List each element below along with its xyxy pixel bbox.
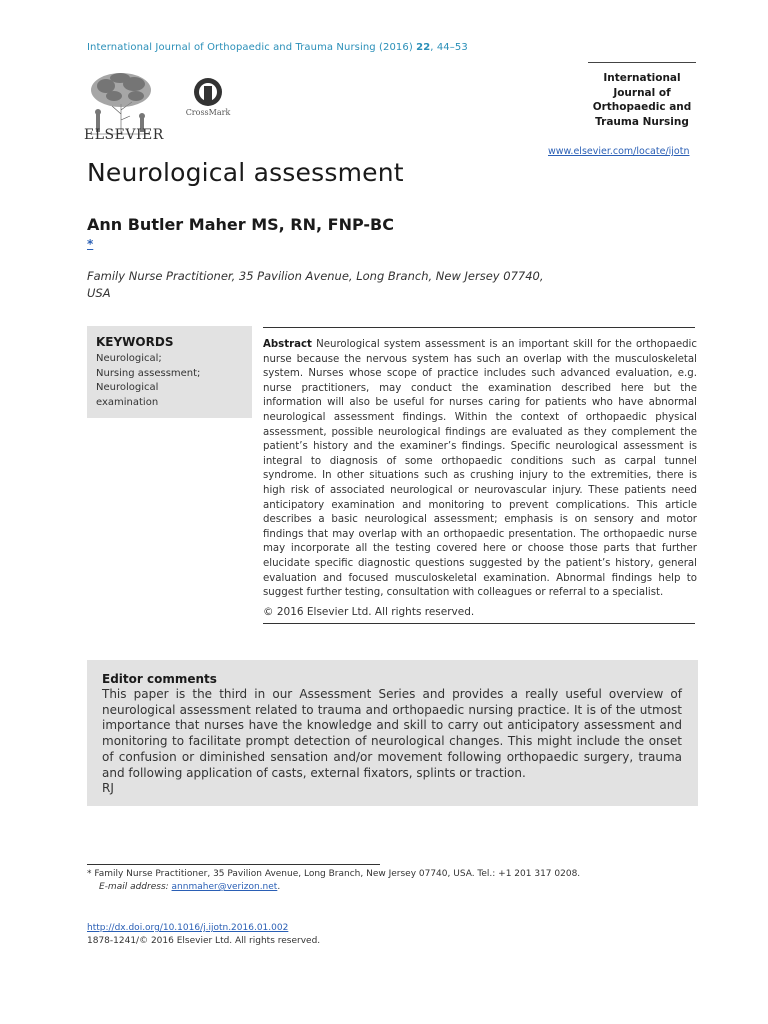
keyword-item: Nursing assessment; <box>96 367 201 379</box>
keywords-box <box>87 326 252 418</box>
abstract-copyright: © 2016 Elsevier Ltd. All rights reserved. <box>263 606 475 618</box>
abstract <box>263 338 697 601</box>
author-affiliation: Family Nurse Practitioner, 35 Pavilion Avenue, Long Branch, New Jersey 07740, USA <box>87 269 544 300</box>
publisher-name: ELSEVIER <box>84 127 164 143</box>
editor-signature: RJ <box>102 781 114 796</box>
author-footnote-link[interactable]: * <box>87 237 94 251</box>
article-author: Ann Butler Maher MS, RN, FNP-BC <box>87 215 394 234</box>
footnote-text: * Family Nurse Practitioner, 35 Pavilion Avenue, Long Branch, New Jersey 07740, USA. Tel.: +1 201 317 0208. <box>87 869 581 879</box>
citation-volume: 22 <box>416 42 431 53</box>
article-title: Neurological assessment <box>87 158 404 187</box>
keywords-heading: KEYWORDS <box>96 335 174 349</box>
keyword-item: Neurological examination <box>96 382 159 408</box>
editor-comments-heading: Editor comments <box>102 672 217 686</box>
editor-comments-box <box>87 660 698 806</box>
email-suffix: . <box>277 882 281 892</box>
crossmark-label: CrossMark <box>185 108 231 117</box>
keywords-list <box>96 352 200 410</box>
author-email-link[interactable]: annmaher@verizon.net <box>171 882 278 892</box>
author-footnote <box>87 868 587 894</box>
citation-prefix: International Journal of Orthopaedic and Trauma Nursing (2016) <box>87 42 413 53</box>
abstract-bottom-rule <box>263 623 695 624</box>
journal-citation[interactable] <box>87 42 468 53</box>
journal-name: International Journal of Orthopaedic and Trauma Nursing <box>588 62 696 129</box>
editor-comments-body <box>102 687 682 797</box>
editor-comments-text: This paper is the third in our Assessment Series and provides a really useful overview of neurological assessment related to trauma and orthopaedic nursing practice. It is of the utmost importance that nurses have the knowledge and skill to carry out anticipatory assessment and monitoring to facilitate prompt detection of neurological changes. This might include the onset of confusion or diminished sensation and/or movement following orthopaedic surgery, trauma and following application of casts, external fixators, splints or traction. <box>102 687 682 780</box>
footnote-rule <box>87 864 380 865</box>
issn-copyright: 1878-1241/© 2016 Elsevier Ltd. All rights reserved. <box>87 936 321 946</box>
citation-pages: , 44–53 <box>430 42 468 53</box>
doi-link[interactable]: http://dx.doi.org/10.1016/j.ijotn.2016.01.002 <box>87 923 289 933</box>
abstract-label: Abstract <box>263 339 312 350</box>
email-label: E-mail address: <box>99 882 169 892</box>
keyword-item: Neurological; <box>96 353 162 364</box>
crossmark-logo[interactable] <box>185 76 231 120</box>
journal-url-link[interactable]: www.elsevier.com/locate/ijotn <box>548 146 690 157</box>
abstract-top-rule <box>263 327 695 328</box>
abstract-text: Neurological system assessment is an important skill for the orthopaedic nurse because the nervous system has such an overlap with the musculoskeletal system. Nurses whose scope of practice includes such advanced evaluation, e.g. nurse practitioners, may conduct the examination described here but the information will also be useful for nurses caring for patients who have abnormal neurological assessment findings. Within the context of orthopaedic physical assessment, possible neurological findings are evaluated as they complement the patient’s history and the examiner’s findings. Specific neurological assessment is integral to diagnosis of some orthopaedic conditions such as carpal tunnel syndrome. In other situations such as crushing injury to the extremities, there is high risk of associated neurological or neurovascular injury. These patients need anticipatory examination and monitoring to prevent complications. This article describes a basic neurological assessment; emphasis is on sensory and motor findings that may overlap with an orthopaedic presentation. The orthopaedic nurse may incorporate all the testing covered here or choose those parts that further elucidate specific diagnostic questions suggested by the patient’s history, general evaluation and focused musculoskeletal examination. Abnormal findings help to suggest further testing, consultation with colleagues or referral to a specialist. <box>263 339 697 599</box>
